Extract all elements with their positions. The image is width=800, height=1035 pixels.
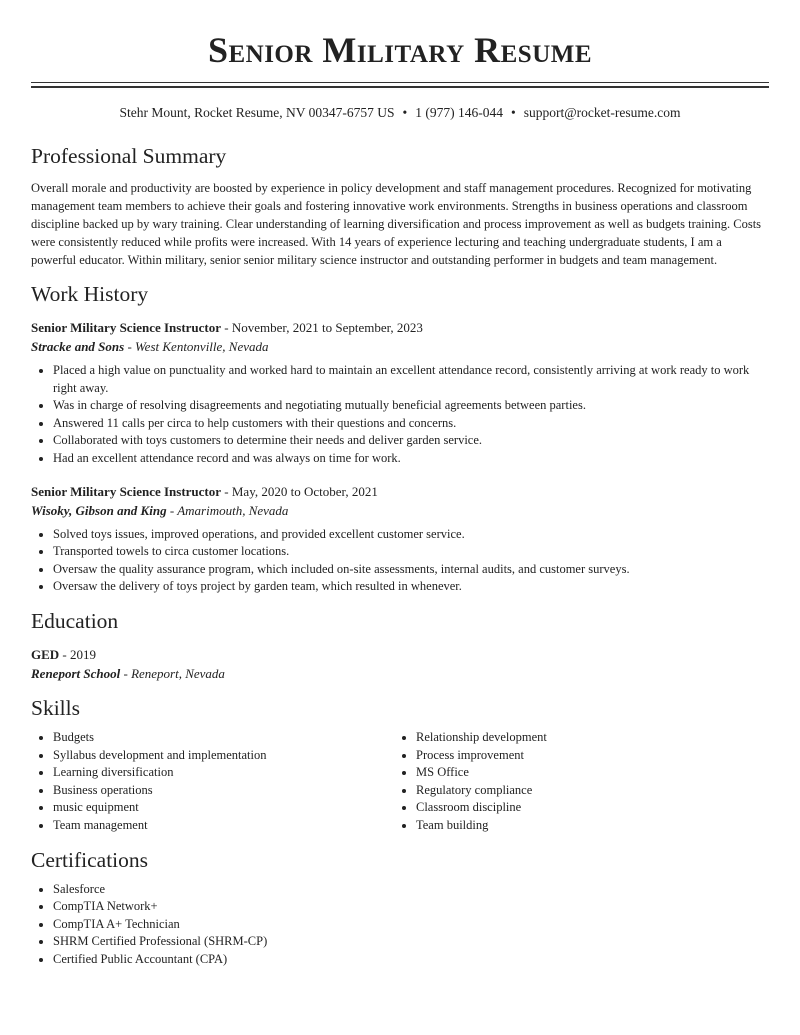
list-item: • Transported towels to circa customer locations. [53,543,769,561]
job-bullets [31,526,769,596]
list-item: • Placed a high value on punctuality and worked hard to maintain an excellent attendance record, consistently arriving at work ready to work right away. [53,362,769,397]
list-item: • Team management [53,817,394,835]
job-dates: November, 2021 to September, 2023 [231,320,423,335]
summary-text: Overall morale and productivity are boosted by experience in policy development and staff management procedures. Recognized for motivating management team members to achieve their goals and fostering innovative work environments. Strengths in business operations and classroom discipline backed up by wary training. Clear understanding of learning diversification and process improvement as well as budgets training. Costs were consistently reduced while profits were increased. With 14 years of experience lecturing and teaching undergraduate students, I am a powerful educator. Within military, senior senior military science instructor and outstanding performer in budgets and team management. [31,181,762,267]
list-item: • SHRM Certified Professional (SHRM-CP) [53,933,769,951]
employer-name: Wisoky, Gibson and King [31,502,167,518]
skills-list-right [394,729,757,835]
list-item: • Certified Public Accountant (CPA) [53,951,769,969]
employer-line: Wisoky, Gibson and King - Amarimouth, Nevada [31,502,289,518]
job-entry [31,482,769,596]
job-entry [31,318,769,468]
list-item: • MS Office [416,764,757,782]
job-title: Senior Military Science Instructor [31,483,222,499]
employer-location: West Kentonville, Nevada [135,339,269,354]
list-item: • Syllabus development and implementation [53,747,394,765]
certifications-list [31,881,769,969]
contact-phone: 1 (977) 146-044 [415,105,503,120]
contact-separator: • [510,105,516,120]
list-item: • Answered 11 calls per circa to help customers with their questions and concerns. [53,415,769,433]
list-item: • Salesforce [53,881,769,899]
employer-line: Stracke and Sons - West Kentonville, Nevada [31,339,269,354]
contact-separator: • [402,105,408,120]
list-item: • Process improvement [416,747,757,765]
list-item: • CompTIA Network+ [53,898,769,916]
education-entry [31,645,769,683]
list-item: • CompTIA A+ Technician [53,916,769,934]
contact-email: support@rocket-resume.com [523,105,681,120]
section-heading-summary: Professional Summary [31,144,227,168]
employer-name: Stracke and Sons [31,339,125,354]
school-location: Reneport, Nevada [131,665,225,681]
header-divider-thin [31,82,769,83]
job-title-line: Senior Military Science Instructor - May, 2020 to October, 2021 [31,483,378,499]
list-item: • Budgets [53,729,394,747]
contact-line [0,104,800,122]
list-item: • Oversaw the delivery of toys project by garden team, which resulted in whenever. [53,578,769,596]
list-item: • Solved toys issues, improved operations, and provided excellent customer service. [53,526,769,544]
list-item: • music equipment [53,799,394,817]
section-heading-work: Work History [31,282,149,306]
skills-columns [31,729,769,835]
list-item: • Learning diversification [53,764,394,782]
list-item: • Business operations [53,782,394,800]
header-divider-thick [31,86,769,88]
degree-name: GED [31,646,60,662]
job-title-line: Senior Military Science Instructor - November, 2021 to September, 2023 [31,320,423,335]
list-item: • Oversaw the quality assurance program, which included on-site assessments, internal audits, and customer surveys. [53,561,769,579]
resume-title: Senior Military Resume [207,30,593,70]
skills-list-left [31,729,394,835]
list-item: • Had an excellent attendance record and was always on time for work. [53,450,769,468]
section-heading-certifications: Certifications [31,847,149,872]
list-item: • Classroom discipline [416,799,757,817]
section-heading-education: Education [31,608,119,633]
degree-year: 2019 [70,646,97,662]
employer-location: Amarimouth, Nevada [177,502,289,518]
list-item: • Regulatory compliance [416,782,757,800]
school-name: Reneport School [31,665,121,681]
list-item: • Team building [416,817,757,835]
list-item: • Relationship development [416,729,757,747]
degree-line: GED - 2019 [31,646,97,662]
list-item: • Collaborated with toys customers to determine their needs and deliver garden service. [53,432,769,450]
job-bullets [31,362,769,468]
job-title: Senior Military Science Instructor [31,320,222,335]
contact-address: Stehr Mount, Rocket Resume, NV 00347-6757 US [119,105,395,120]
list-item: • Was in charge of resolving disagreements and negotiating mutually beneficial agreements between parties. [53,397,769,415]
resume-content [31,141,769,968]
section-heading-skills: Skills [31,695,80,720]
school-line: Reneport School - Reneport, Nevada [31,665,225,681]
job-dates: May, 2020 to October, 2021 [231,483,378,499]
